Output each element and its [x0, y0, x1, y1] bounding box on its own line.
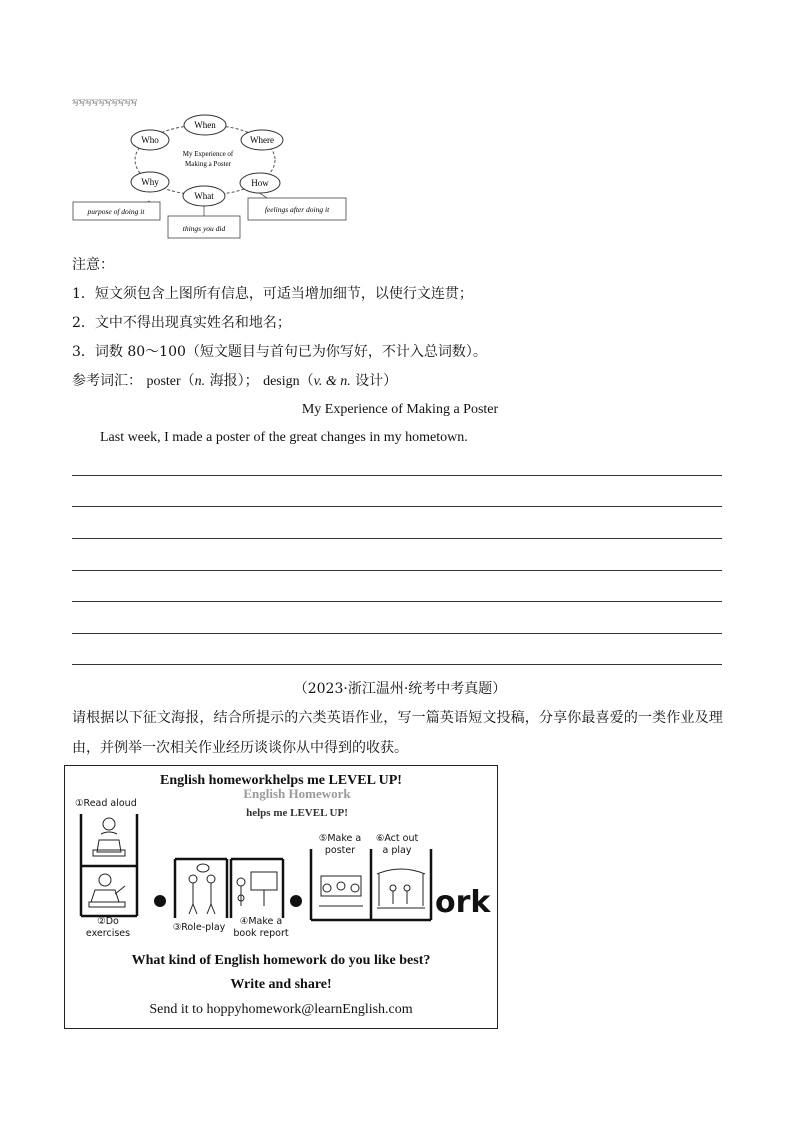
writing-line-4[interactable] [72, 570, 722, 571]
mindmap-diagram [70, 98, 360, 248]
vocab-sep: ； [244, 373, 259, 389]
writing-line-2[interactable] [72, 506, 722, 507]
letter-dot-e [290, 895, 302, 907]
writing-line-7[interactable] [72, 664, 722, 665]
notes-heading: 注意： [72, 257, 114, 273]
poster-send-line: Send it to hoppyhomework@learnEnglish.com [149, 1002, 413, 1017]
writing-line-1[interactable] [72, 475, 722, 476]
make-poster-icon [319, 876, 363, 906]
vocab-2-word: design [263, 374, 300, 389]
label-role-play: ③Role-play [172, 922, 226, 933]
writing-line-5[interactable] [72, 601, 722, 602]
panel-role-play [175, 859, 227, 918]
book-report-icon [237, 872, 277, 906]
role-play-icon [189, 864, 215, 914]
label-make-poster-1: ⑤Make a [318, 833, 362, 844]
poster-heading: English homeworkhelps me LEVEL UP! [160, 773, 402, 788]
reading-kid-icon [93, 818, 125, 856]
node-where-label: Where [250, 135, 274, 145]
question2-prompt-line1: 请根据以下征文海报，结合所提示的六类英语作业，写一篇英语短文投稿，分享你最喜爱的一类作业及理 [72, 710, 723, 726]
homework-poster [64, 765, 498, 1029]
mindmap-center-line1: My Experience of [182, 150, 234, 158]
label-do-exercises-2: exercises [85, 928, 131, 939]
essay-first-sentence: Last week, I made a poster of the great changes in my hometown. [100, 430, 468, 445]
node-why-label: Why [141, 177, 159, 187]
label-book-report-2: book report [233, 928, 289, 939]
writing-line-6[interactable] [72, 633, 722, 634]
node-how-label: How [251, 178, 269, 188]
label-make-poster-2: poster [324, 845, 356, 856]
panel-w [81, 814, 137, 916]
poster-question-2: Write and share! [230, 977, 332, 992]
mindmap-cut-caption: 写写写写写写写写写写 [72, 99, 137, 107]
panel-book-report [231, 859, 283, 918]
box-what-label: things you did [182, 224, 226, 233]
node-what-label: What [194, 191, 214, 201]
box-why-label: purpose of doing it [87, 207, 145, 216]
essay-title: My Experience of Making a Poster [301, 402, 499, 417]
vocab-1-word: poster [146, 374, 181, 389]
label-act-out-1: ⑥Act out [375, 833, 419, 844]
note-item-1: 1．短文须包含上图所有信息，可适当增加细节，以使行文连贯； [72, 286, 473, 302]
label-act-out-2: a play [382, 845, 412, 856]
node-when-label: When [194, 120, 216, 130]
letters-ork: ork [435, 885, 491, 920]
letter-dot-o [154, 895, 166, 907]
writing-kid-icon [89, 874, 125, 907]
act-out-icon [377, 869, 425, 908]
box-how-label: feelings after doing it [264, 205, 330, 214]
vocab-prefix: 参考词汇： [72, 373, 142, 389]
node-who-label: Who [141, 135, 159, 145]
vocab-1-pos: n. [194, 374, 206, 389]
writing-line-3[interactable] [72, 538, 722, 539]
vocab-2-meaning: 设计 [355, 373, 384, 389]
label-read-aloud: ①Read aloud [75, 798, 137, 809]
poster-question-1: What kind of English homework do you like best? [131, 953, 431, 968]
vocab-2-pos: v. & n. [313, 374, 351, 389]
question2-source: （2023·浙江温州·统考中考真题） [293, 681, 507, 697]
question2-prompt-line2: 由，并例举一次相关作业经历谈谈你从中得到的收获。 [72, 740, 408, 756]
poster-faded-line2: helps me LEVEL UP! [246, 807, 348, 819]
mindmap-center-line2: Making a Poster [185, 160, 231, 168]
label-do-exercises-1: ②Do [97, 916, 119, 927]
note-item-2: 2．文中不得出现真实姓名和地名； [72, 315, 291, 331]
label-book-report-1: ④Make a [239, 916, 283, 927]
vocab-line: 参考词汇： poster（n. 海报）； design（v. & n. 设计） [72, 373, 398, 389]
poster-faded-line1: English Homework [243, 786, 351, 801]
vocab-1-meaning: 海报 [209, 373, 238, 389]
note-item-3: 3．词数 80～100（短文题目与首句已为你写好，不计入总词数）。 [72, 344, 487, 360]
